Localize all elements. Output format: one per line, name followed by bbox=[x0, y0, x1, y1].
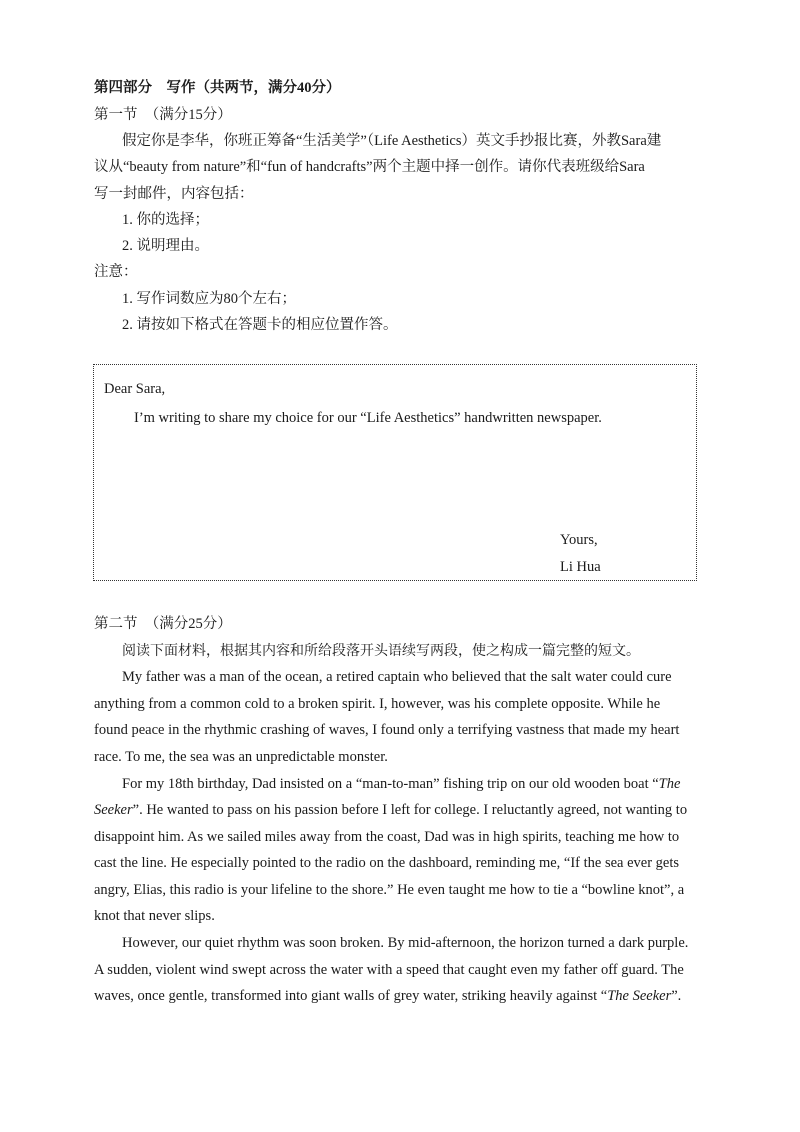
section2-heading: 第二节 （满分25分） bbox=[94, 616, 232, 632]
story-line: However, our quiet rhythm was soon broken. By mid-afternoon, the horizon turned a dark purple. bbox=[122, 935, 689, 951]
intro-line: 假定你是李华，你班正筹备“生活美学”（Life Aesthetics）英文手抄报比赛，外教Sara建 bbox=[122, 133, 662, 149]
letter-signature: Li Hua bbox=[560, 559, 601, 575]
story-line: cast the line. He especially pointed to the radio on the dashboard, reminding me, “If the sea ever gets bbox=[94, 855, 680, 871]
notes-label: 注意： bbox=[94, 264, 138, 280]
section1-heading: 第一节 （满分15分） bbox=[94, 107, 232, 123]
part-title: 第四部分 写作（共两节，满分40分） bbox=[94, 80, 341, 96]
story-line: A sudden, violent wind swept across the water with a speed that caught even my father off guard. The bbox=[94, 962, 684, 978]
story-line bbox=[122, 774, 738, 794]
story-line: disappoint him. As we sailed miles away from the coast, Dad was in high spirits, teaching me how to bbox=[94, 829, 680, 845]
boat-name: Seeker bbox=[94, 802, 133, 818]
story-text: For my 18th birthday, Dad insisted on a “man-to-man” fishing trip on our old wooden boat “ bbox=[122, 776, 659, 792]
story-text: waves, once gentle, transformed into giant walls of grey water, striking heavily against “ bbox=[94, 988, 608, 1004]
note-item: 2. 请按如下格式在答题卡的相应位置作答。 bbox=[122, 317, 398, 333]
intro-line: 写一封邮件，内容包括： bbox=[94, 186, 254, 202]
intro-line: 议从“beauty from nature”和“fun of handcrafts”两个主题中择一创作。请你代表班级给Sara bbox=[94, 159, 645, 175]
letter-opening: I’m writing to share my choice for our “Life Aesthetics” handwritten newspaper. bbox=[134, 410, 602, 426]
note-item: 1. 写作词数应为80个左右； bbox=[122, 291, 296, 307]
content-item: 1. 你的选择； bbox=[122, 212, 209, 228]
story-line: My father was a man of the ocean, a retired captain who believed that the salt water could cure bbox=[122, 669, 672, 685]
story-line bbox=[94, 800, 710, 820]
story-line bbox=[94, 986, 710, 1006]
story-text: ”. He wanted to pass on his passion before I left for college. I reluctantly agreed, not wanting to bbox=[132, 802, 688, 818]
story-line: anything from a common cold to a broken spirit. I, however, was his complete opposite. While he bbox=[94, 696, 661, 712]
story-line: knot that never slips. bbox=[94, 908, 215, 924]
boat-name: The Seeker bbox=[607, 988, 672, 1004]
letter-greeting: Dear Sara, bbox=[104, 381, 166, 397]
boat-name: The bbox=[658, 776, 681, 792]
content-item: 2. 说明理由。 bbox=[122, 238, 209, 254]
story-line: found peace in the rhythmic crashing of waves, I found only a terrifying vastness that made my heart bbox=[94, 722, 680, 738]
letter-closing: Yours, bbox=[560, 532, 598, 548]
story-line: angry, Elias, this radio is your lifeline to the shore.” He even taught me how to tie a “bowline knot”, a bbox=[94, 882, 685, 898]
story-line: race. To me, the sea was an unpredictable monster. bbox=[94, 749, 388, 765]
story-text: ”. bbox=[671, 988, 682, 1004]
letter-template-box bbox=[93, 364, 697, 581]
section2-instruction: 阅读下面材料，根据其内容和所给段落开头语续写两段，使之构成一篇完整的短文。 bbox=[122, 643, 640, 659]
